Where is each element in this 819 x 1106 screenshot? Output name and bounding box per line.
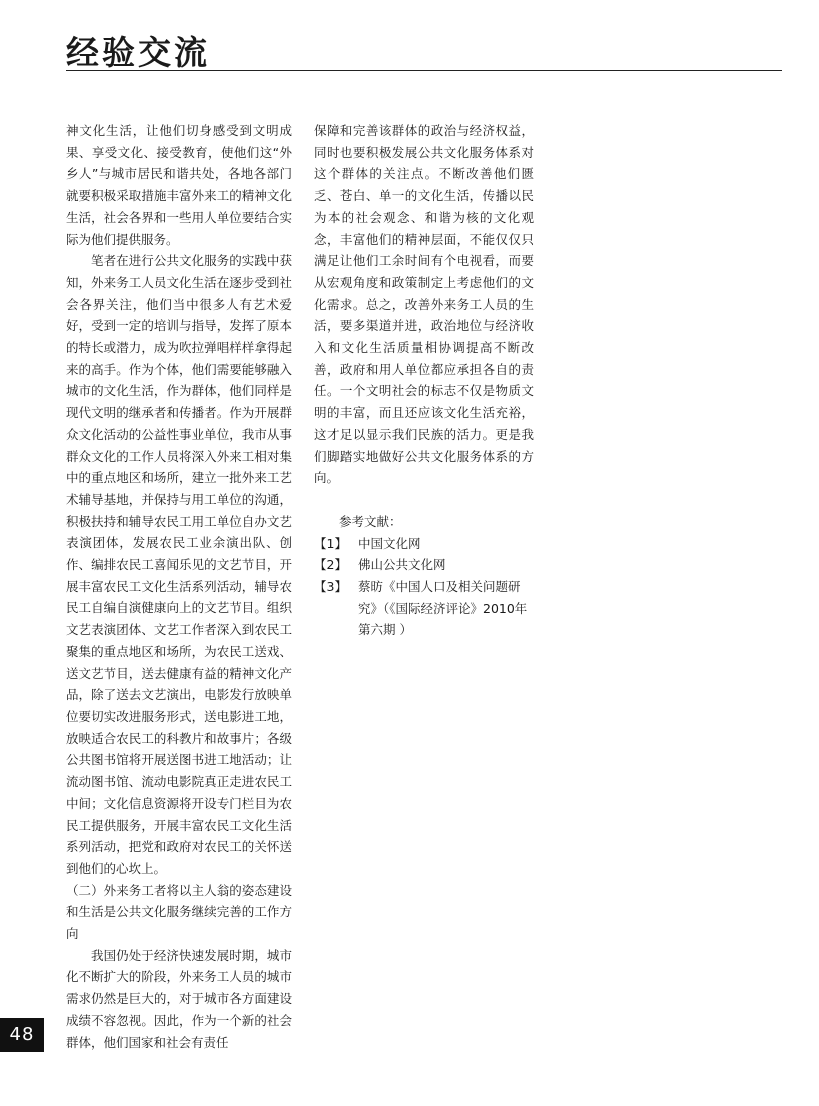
reference-number: 【1】 xyxy=(314,535,347,551)
right-paragraph-1: 保障和完善该群体的政治与经济权益，同时也要积极发展公共文化服务体系对这个群体的关注点。不断改善他们匮乏、苍白、单一的文化生活，传播以民为本的社会观念、和谐为核的文化观念，丰富他们的精神层面，不能仅仅只满足让他们工余时间有个电视看，而要从宏观角度和政策制定上考虑他们的文化需求。总之，改善外来务工人员的生活，要多渠道并进，政治地位与经济收入和文化生活质量相协调提高不断改善，政府和用人单位都应承担各自的责任。一个文明社会的标志不仅是物质文明的丰富，而且还应该文化生活充裕，这才足以显示我们民族的活力。更是我们脚踏实地做好公共文化服务体系的方向。 xyxy=(314,123,534,486)
right-column xyxy=(314,120,534,641)
subsection-heading: （二）外来务工者将以主人翁的姿态建设和生活是公共文化服务继续完善的工作方向 xyxy=(66,882,292,942)
section-title: 经验交流 xyxy=(66,33,210,72)
header-rule xyxy=(66,70,782,71)
reference-text: 蔡昉《中国人口及相关问题研究》（《国际经济评论》2010年第六期 ） xyxy=(358,579,528,638)
references-heading: 参考文献： xyxy=(339,513,402,529)
reference-text: 佛山公共文化网 xyxy=(358,557,446,573)
reference-item xyxy=(314,576,534,641)
page-number: 48 xyxy=(0,1018,44,1052)
left-paragraph-2: 笔者在进行公共文化服务的实践中获知，外来务工人员文化生活在逐步受到社会各界关注，他们当中很多人有艺术爱好，受到一定的培训与指导，发挥了原本的特长或潜力，成为吹拉弹唱样样拿得起来的高手。作为个体，他们需要能够融入城市的文化生活，作为群体，他们同样是现代文明的继承者和传播者。作为开展群众文化活动的公益性事业单位，我市从事群众文化的工作人员将深入外来工相对集中的重点地区和场所，建立一批外来工艺术辅导基地，并保持与用工单位的沟通，积极扶持和辅导农民工用工单位自办文艺表演团体，发展农民工业余演出队、创作、编排农民工喜闻乐见的文艺节目，开展丰富农民工文化生活系列活动，辅导农民工自编自演健康向上的文艺节目。组织文艺表演团体、文艺工作者深入到农民工聚集的重点地区和场所，为农民工送戏、送文艺节目，送去健康有益的精神文化产品，除了送去文艺演出，电影发行放映单位要切实改进服务形式，送电影进工地，放映适合农民工的科教片和故事片；各级公共图书馆将开展送图书进工地活动；让流动图书馆、流动电影院真正走进农民工中间；文化信息资源将开设专门栏目为农民工提供服务，开展丰富农民工文化生活系列活动，把党和政府对农民工的关怀送到他们的心坎上。 xyxy=(66,253,292,876)
left-paragraph-3: 我国仍处于经济快速发展时期，城市化不断扩大的阶段，外来务工人员的城市需求仍然是巨大的，对于城市各方面建设成绩不容忽视。因此，作为一个新的社会群体，他们国家和社会有责任 xyxy=(66,947,292,1050)
reference-item xyxy=(314,554,534,576)
reference-item xyxy=(314,533,534,555)
reference-text: 中国文化网 xyxy=(358,535,421,551)
references-section xyxy=(314,511,534,641)
left-column xyxy=(66,120,292,1053)
reference-number: 【2】 xyxy=(314,557,347,573)
reference-number: 【3】 xyxy=(314,579,347,595)
left-paragraph-1: 神文化生活，让他们切身感受到文明成果、享受文化、接受教育，使他们这“外乡人”与城市居民和谐共处，各地各部门就要积极采取措施丰富外来工的精神文化生活，社会各界和一些用人单位要结合实际为他们提供服务。 xyxy=(66,123,292,247)
